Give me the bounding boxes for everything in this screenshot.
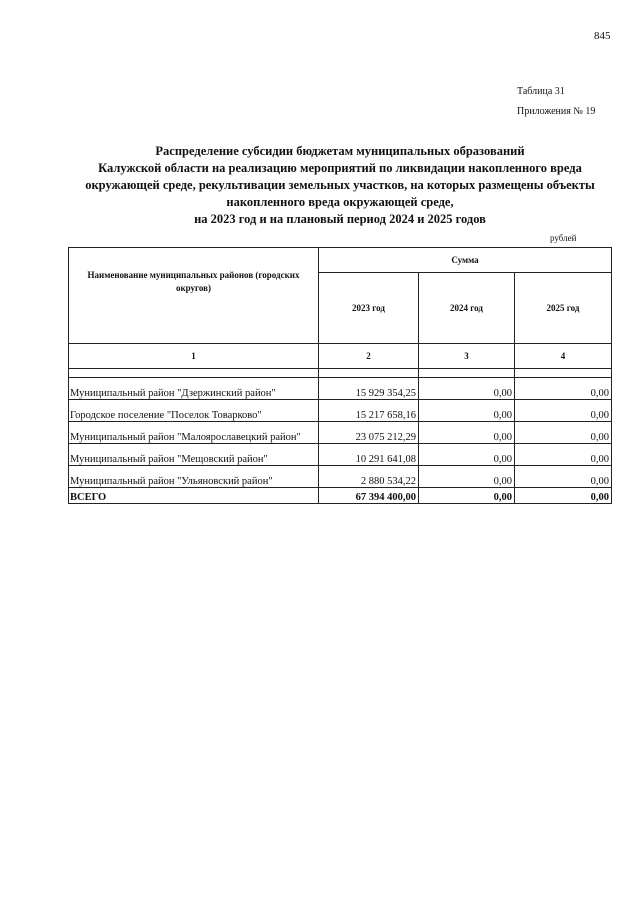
title-line: Калужской области на реализацию мероприятий по ликвидации накопленного вреда [98,161,582,175]
cell-2024: 0,00 [419,422,515,444]
header-row-sum [69,248,612,273]
cell-2025: 0,00 [515,378,612,400]
header-year-2025: 2025 год [515,273,612,344]
title-line: Распределение субсидии бюджетам муниципальных образований [155,144,525,158]
table-row [69,466,612,488]
title-line: накопленного вреда окружающей среде, [226,195,454,209]
header-row-index [69,344,612,369]
header-sum: Сумма [319,248,612,273]
page-number: 845 [594,30,611,42]
cell-2025: 0,00 [515,400,612,422]
column-index: 4 [515,344,612,369]
table-row [69,400,612,422]
column-index: 2 [319,344,419,369]
header-name: Наименование муниципальных районов (городских округов) [69,248,319,344]
subsidy-table [68,247,612,504]
units-label: рублей [550,233,577,243]
table-row [69,378,612,400]
table-label: Таблица 31 [517,86,565,97]
appendix-label: Приложения № 19 [517,106,596,117]
cell-2025: 0,00 [515,444,612,466]
cell-2025: 0,00 [515,422,612,444]
header-year-2024: 2024 год [419,273,515,344]
cell-2023: 15 217 658,16 [319,400,419,422]
cell-2024: 0,00 [419,378,515,400]
cell-name: Муниципальный район "Малоярославецкий район" [69,422,319,444]
cell-name: Муниципальный район "Ульяновский район" [69,466,319,488]
cell-name: Городское поселение "Поселок Товарково" [69,400,319,422]
column-index: 3 [419,344,515,369]
header-year-2023: 2023 год [319,273,419,344]
cell-name: Муниципальный район "Мещовский район" [69,444,319,466]
cell-2025: 0,00 [515,466,612,488]
cell-name: Муниципальный район "Дзержинский район" [69,378,319,400]
cell-2023: 15 929 354,25 [319,378,419,400]
title-line: на 2023 год и на плановый период 2024 и 2025 годов [194,212,486,226]
table-total-row [69,488,612,504]
cell-2024: 0,00 [419,466,515,488]
cell-2024: 0,00 [419,444,515,466]
cell-2023: 23 075 212,29 [319,422,419,444]
total-2023: 67 394 400,00 [319,488,419,504]
cell-2023: 2 880 534,22 [319,466,419,488]
total-2024: 0,00 [419,488,515,504]
cell-2023: 10 291 641,08 [319,444,419,466]
document-title [40,143,639,228]
table-spacer [69,369,612,378]
title-line: окружающей среде, рекультивации земельных участков, на которых размещены объекты [85,178,595,192]
table-row [69,444,612,466]
column-index: 1 [69,344,319,369]
total-label: ВСЕГО [69,488,319,504]
cell-2024: 0,00 [419,400,515,422]
table-row [69,422,612,444]
total-2025: 0,00 [515,488,612,504]
